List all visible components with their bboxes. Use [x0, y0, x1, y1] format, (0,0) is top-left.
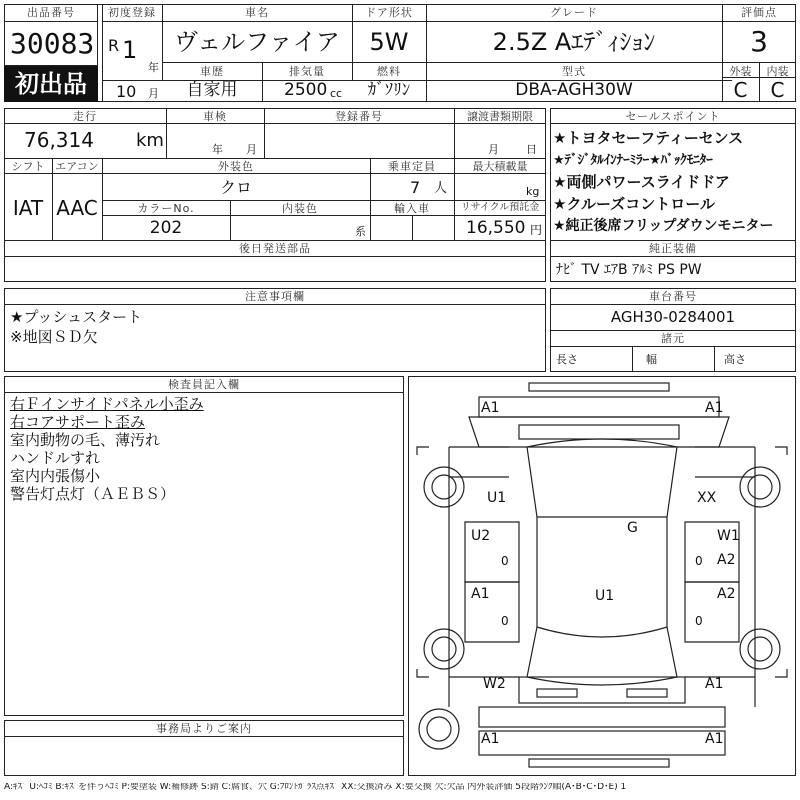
ac-label: エアコン [55, 160, 99, 173]
car-outline-diagram [409, 377, 795, 775]
score-value: 3 [750, 25, 768, 58]
mark-rear-left: A1 [481, 731, 500, 747]
int-color-unit: 系 [355, 225, 366, 238]
mark-door-rl: A1 [471, 586, 490, 602]
mark-door-fr2: A2 [717, 552, 736, 568]
fuel-label: 燃料 [377, 65, 401, 78]
selling-point-item: ★両側パワースライドドア [553, 173, 730, 191]
inspection-label: 車検 [203, 110, 227, 123]
type-label: 型式 [562, 65, 586, 78]
recycle-value: 16,550 [466, 218, 526, 238]
history-label: 車歴 [200, 65, 224, 78]
selling-point-item: ★トヨタセーフティーセンス [553, 129, 744, 147]
ext-color-label: 外装色 [218, 160, 254, 173]
deadline-label: 譲渡書類期限 [467, 110, 533, 123]
ext-grade: C [733, 78, 748, 102]
capacity-unit: 人 [434, 181, 448, 196]
mark-fender-left: U1 [487, 490, 507, 506]
chassis-number: AGH30-0284001 [610, 308, 736, 326]
ext-label: 外装 [729, 65, 752, 78]
inspector-line: 警告灯点灯（ＡＥＢＳ） [10, 485, 176, 503]
inspector-line: 右コアサポート歪み [10, 413, 146, 431]
history-value: 自家用 [186, 80, 238, 100]
mark-zero: 0 [501, 614, 509, 628]
mileage-value: 76,314 [24, 128, 94, 152]
dims-label: 諸元 [661, 332, 685, 345]
mark-front-right: A1 [705, 400, 724, 416]
grade-value: 2.5Z Aｴﾃﾞｨｼｮﾝ [492, 28, 656, 56]
capacity-label: 乗車定員 [388, 160, 436, 173]
int-label: 内装 [766, 65, 789, 78]
inspector-line: 右Ｆインサイドパネル小歪み [10, 395, 204, 413]
ac-value: AAC [56, 196, 98, 220]
selling-point-item: ★純正後席フリップダウンモニター [553, 218, 774, 234]
door-label: ドア形状 [365, 6, 413, 19]
mark-zero: 0 [695, 614, 703, 628]
inspector-line: 室内内張傷小 [10, 467, 101, 485]
deadline-day: 日 [526, 143, 537, 156]
equipment-value: ﾅﾋﾞ TV ｴｱB ｱﾙﾐ PS PW [556, 262, 702, 278]
mark-front-left: A1 [481, 400, 500, 416]
notes-label: 注意事項欄 [245, 290, 305, 303]
mark-fender-right: XX [697, 490, 717, 506]
inspector-line: 室内動物の毛、薄汚れ [10, 431, 161, 449]
inspection-year-unit: 年 [212, 143, 223, 156]
type-code: DBA-AGH30W [515, 80, 633, 100]
score-label: 評価点 [741, 6, 777, 19]
import-label: 輸入車 [394, 202, 430, 215]
mileage-label: 走行 [73, 110, 97, 123]
mark-quarter-right: A1 [705, 676, 724, 692]
inspection-month-unit: 月 [246, 143, 257, 156]
legend-text: A:ｷｽﾞ U:ﾍｺﾐ B:ｷｽﾞを伴うﾍｺﾐ P:要塗装 W:補修跡 S:錆 C:腐食、穴 G:ﾌﾛﾝﾄｶﾞﾗｽ点ｷｽﾞ XX:交換済み X:要交換 欠:欠品 内外装評価 5段階ﾗﾝｸ順(A･B･C･D･E) 1 [4, 783, 627, 792]
reg-year: 1 [122, 36, 138, 64]
int-color-label: 内装色 [282, 202, 318, 215]
mark-windshield: G [627, 520, 638, 536]
door-type: 5W [369, 28, 409, 56]
recycle-unit: 円 [530, 223, 543, 237]
model-label: 車名 [245, 6, 269, 19]
mark-rear-right: A1 [705, 731, 724, 747]
recycle-label: リサイクル預託金 [460, 202, 540, 213]
shift-label: シフト [11, 160, 45, 173]
reg-year-unit: 年 [148, 61, 159, 74]
office-label: 事務局よりご案内 [156, 722, 252, 735]
disp-label: 排気量 [289, 65, 325, 78]
chassis-label: 車台番号 [649, 290, 697, 303]
car-diagram [408, 376, 796, 776]
mark-door-fl: U2 [471, 528, 491, 544]
selling-points-label: セールスポイント [625, 110, 721, 123]
model-name: ヴェルファイア [174, 28, 340, 56]
mark-roof: U1 [595, 588, 615, 604]
reg-month-unit: 月 [148, 87, 159, 100]
load-label: 最大積載量 [472, 160, 528, 173]
selling-point-item: ★クルーズコントロール [553, 195, 715, 213]
reg-era: R [108, 36, 120, 55]
load-unit: kg [526, 185, 540, 198]
displacement: 2500 [284, 80, 328, 100]
note-line: ★プッシュスタート [10, 308, 143, 326]
color-no-value: 202 [149, 218, 183, 238]
inspector-line: ハンドルすれ [10, 449, 101, 467]
mark-door-rr: A2 [717, 586, 736, 602]
length-label: 長さ [556, 353, 578, 366]
mark-quarter-left: W2 [483, 676, 506, 692]
shift-value: IAT [12, 196, 44, 220]
later-parts-label: 後日発送部品 [239, 242, 311, 255]
lot-number: 30083 [10, 27, 95, 60]
reg-month: 10 [116, 82, 137, 101]
cc-unit: cc [330, 87, 343, 100]
mark-door-fr: W1 [717, 528, 740, 544]
fuel-value: ｶﾞｿﾘﾝ [367, 80, 411, 100]
note-line: ※地図ＳＤ欠 [10, 328, 98, 346]
width-label: 幅 [646, 353, 657, 366]
grade-label: グレード [550, 6, 598, 19]
deadline-month: 月 [488, 143, 499, 156]
color-no-label: カラーNo. [137, 202, 195, 215]
equipment-label: 純正装備 [649, 242, 697, 255]
first-reg-label: 初度登録 [108, 6, 156, 19]
capacity-value: 7 [410, 178, 421, 197]
mark-zero: 0 [501, 554, 509, 568]
plate-label: 登録番号 [335, 110, 383, 123]
lot-label: 出品番号 [27, 6, 75, 19]
ext-color-value: クロ [219, 178, 252, 197]
mark-zero: 0 [695, 554, 703, 568]
inspector-label: 検査員記入欄 [168, 378, 240, 391]
selling-point-item: ★ﾃﾞｼﾞﾀﾙｲﾝﾅｰﾐﾗｰ★ﾊﾞｯｸﾓﾆﾀｰ [553, 153, 713, 168]
int-grade: C [770, 78, 785, 102]
mileage-unit: km [136, 130, 164, 151]
height-label: 高さ [724, 353, 746, 366]
first-listing-badge: 初出品 [4, 66, 98, 102]
